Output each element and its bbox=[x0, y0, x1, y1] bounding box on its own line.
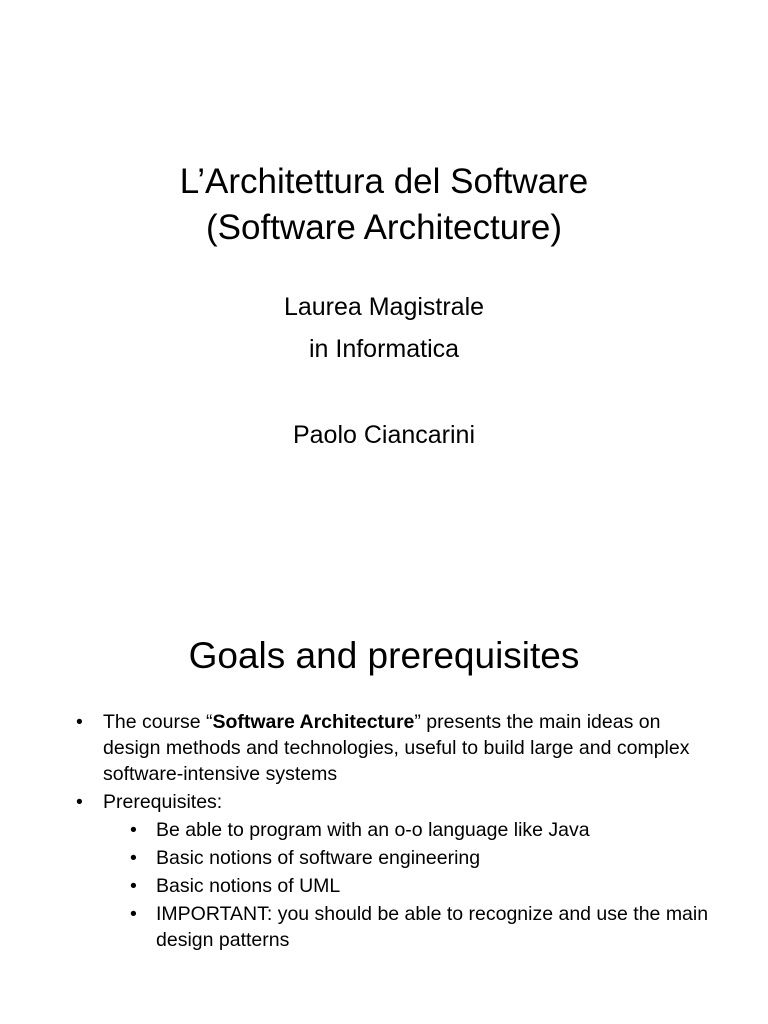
sub-bullet-dot: • bbox=[130, 875, 137, 897]
sub-bullet-software-engineering bbox=[0, 845, 716, 871]
author-name: Paolo Ciancarini bbox=[292, 421, 476, 449]
degree-line-1: Laurea Magistrale bbox=[283, 293, 485, 321]
prerequisites-label: Prerequisites: bbox=[103, 791, 223, 813]
course-title-english: (Software Architecture) bbox=[206, 208, 562, 247]
sub-bullet-dot: • bbox=[130, 847, 137, 869]
degree-line-2: in Informatica bbox=[308, 335, 460, 363]
sub-bullet-dot: • bbox=[130, 903, 137, 925]
sub-bullet-text: Basic notions of software engineering bbox=[156, 847, 481, 869]
course-title-italian: L’Architettura del Software bbox=[179, 162, 589, 201]
sub-bullet-java bbox=[0, 817, 716, 843]
sub-bullet-text: Basic notions of UML bbox=[156, 875, 341, 897]
sub-bullet-text: IMPORTANT: you should be able to recognize and use the main design patterns bbox=[156, 903, 709, 951]
sub-bullet-dot: • bbox=[130, 819, 137, 841]
slide-goals bbox=[0, 512, 768, 1024]
sub-bullet-text: Be able to program with an o-o language like Java bbox=[156, 819, 590, 841]
sub-bullet-design-patterns bbox=[0, 901, 716, 953]
goals-title: Goals and prerequisites bbox=[188, 635, 580, 676]
course-name-bold: Software Architecture bbox=[212, 711, 415, 733]
bullet-prerequisites bbox=[0, 789, 693, 815]
sub-bullet-uml bbox=[0, 873, 716, 899]
bullet-course-description bbox=[0, 709, 693, 787]
bullet-dot: • bbox=[76, 711, 83, 733]
bullet-dot: • bbox=[76, 791, 83, 813]
bullet-text-start: The course “ bbox=[103, 711, 213, 733]
bullet-list bbox=[0, 709, 768, 953]
bullet-text-end: ” presents the main ideas on design methods and technologies, useful to build large and complex software-intensive systems bbox=[103, 711, 690, 785]
